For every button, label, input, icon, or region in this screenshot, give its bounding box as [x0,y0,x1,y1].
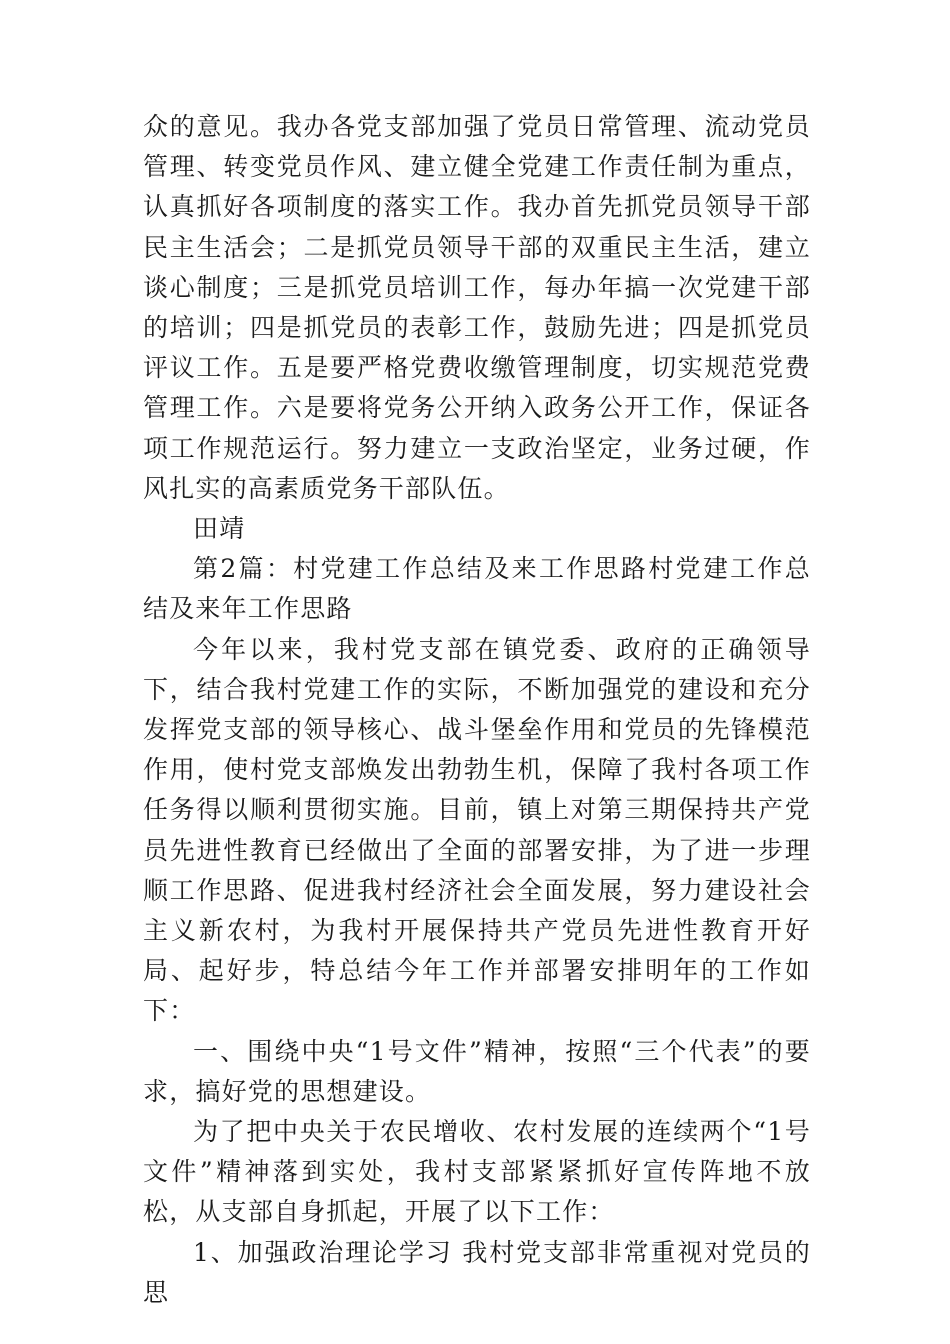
paragraph-subsection-1: 1、加强政治理论学习 我村党支部非常重视对党员的思 [143,1237,811,1307]
paragraph-section-heading-1: 一、围绕中央“1号文件”精神，按照“三个代表”的要求，搞好党的思想建设。 [143,1036,811,1106]
paragraph-author-name: 田靖 [193,514,246,544]
paragraph-article-title: 第2篇：村党建工作总结及来工作思路村党建工作总结及来年工作思路 [143,554,811,624]
paragraph-intro: 今年以来，我村党支部在镇党委、政府的正确领导下，结合我村党建工作的实际，不断加强党的建设和充分发挥党支部的领导核心、战斗堡垒作用和党员的先锋模范作用，使村党支部焕发出勃勃生机，保障了我村各项工作任务得以顺利贯彻实施。目前，镇上对第三期保持共产党员先进性教育已经做出了全面的部署安排，为了进一步理顺工作思路、促进我村经济社会全面发展，努力建设社会主义新农村，为我村开展保持共产党员先进性教育开好局、起好步，特总结今年工作并部署安排明年的工作如下： [143,634,811,1026]
document-body [143,107,811,1313]
paragraph-continued-opinion: 众的意见。我办各党支部加强了党员日常管理、流动党员管理、转变党员作风、建立健全党建工作责任制为重点，认真抓好各项制度的落实工作。我办首先抓党员领导干部民主生活会；二是抓党员领导干部的双重民主生活，建立谈心制度；三是抓党员培训工作，每办年搞一次党建干部的培训；四是抓党员的表彰工作，鼓励先进；四是抓党员评议工作。五是要严格党费收缴管理制度，切实规范党费管理工作。六是要将党务公开纳入政务公开工作，保证各项工作规范运行。努力建立一支政治坚定，业务过硬，作风扎实的高素质党务干部队伍。 [143,112,811,503]
paragraph-section-body-1: 为了把中央关于农民增收、农村发展的连续两个“1号文件”精神落到实处，我村支部紧紧抓好宣传阵地不放松，从支部自身抓起，开展了以下工作： [143,1117,811,1227]
